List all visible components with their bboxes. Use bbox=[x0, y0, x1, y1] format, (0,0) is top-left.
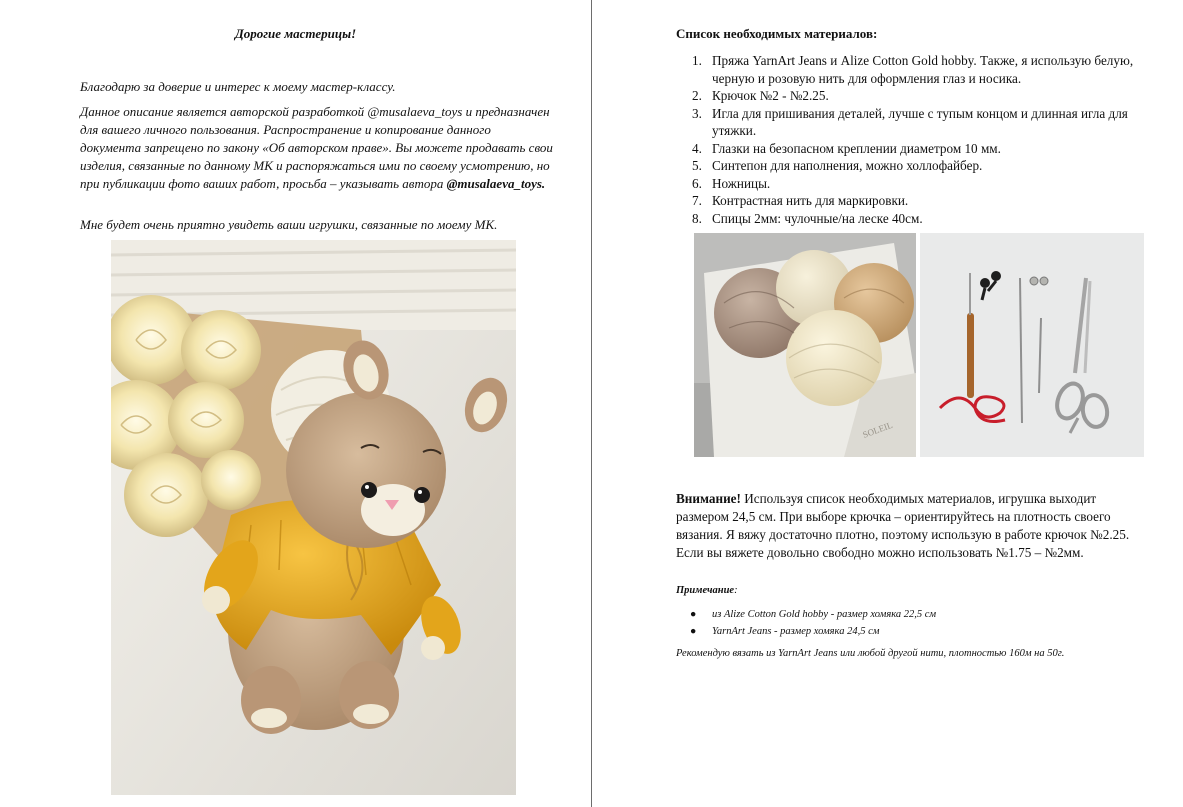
materials-item-text: Игла для пришивания деталей, лучше с тупым концом и длинная игла для утяжки. bbox=[712, 105, 1128, 138]
right-page bbox=[592, 0, 1183, 807]
recommendation-text: Рекомендую вязать из YarnArt Jeans или любой другой нити, плотностью 160м на 50г. bbox=[676, 648, 1065, 659]
materials-list bbox=[692, 52, 1142, 227]
intro-copyright-text: Данное описание является авторской разработкой @musalaeva_toys и предназначен для вашего личного пользования. Распространение и копирование данного документа запрещено по закону «Об авторском праве». Вы можете продавать свои изделия, связанные по данному МК и распоряжаться ими по своему усмотрению, но при публикации фото ваших работ, просьба – указывать автора bbox=[80, 104, 553, 191]
note-colon: : bbox=[734, 585, 738, 596]
materials-item-number: 2. bbox=[692, 88, 702, 103]
note-item bbox=[688, 606, 936, 623]
note-heading bbox=[676, 585, 738, 596]
materials-item-number: 8. bbox=[692, 210, 702, 226]
materials-item bbox=[692, 105, 1142, 140]
materials-item bbox=[692, 157, 1142, 175]
materials-item bbox=[692, 192, 1142, 210]
hamster-toy-photo bbox=[111, 240, 516, 795]
author-handle: @musalaeva_toys. bbox=[446, 176, 546, 191]
materials-item bbox=[692, 87, 1142, 105]
materials-item-number: 1. bbox=[692, 53, 702, 68]
left-page bbox=[0, 0, 591, 807]
intro-paragraph-2 bbox=[80, 103, 555, 193]
materials-item bbox=[692, 210, 1142, 228]
intro-paragraph-1: Благодарю за доверие и интерес к моему мастер-классу. bbox=[80, 79, 396, 94]
attention-text: Используя список необходимых материалов, игрушка выходит размером 24,5 см. При выборе крючка – ориентируйтесь на плотность своего вязания. Я вяжу достаточно плотно, поэтому использую в работе крючок №2.25. Если вы вяжете довольно свободно можно использовать №1.75 – №2мм. bbox=[676, 491, 1130, 560]
materials-item-text: Ножницы. bbox=[712, 175, 771, 191]
tools-photo bbox=[920, 233, 1144, 457]
box-lettering: SOLEIL bbox=[861, 419, 894, 440]
materials-item-number: 4. bbox=[692, 140, 702, 156]
materials-item-number: 3. bbox=[692, 105, 702, 121]
materials-item-text: Пряжа YarnArt Jeans и Alize Cotton Gold hobby. Также, я использую белую, черную и розовую нить для оформления глаз и носика. bbox=[712, 53, 1134, 86]
note-list bbox=[688, 606, 936, 640]
attention-label: Внимание! bbox=[676, 491, 741, 506]
materials-item-text: Контрастная нить для маркировки. bbox=[712, 193, 909, 208]
materials-title: Список необходимых материалов: bbox=[676, 26, 878, 41]
materials-item-text: Глазки на безопасном креплении диаметром 10 мм. bbox=[712, 140, 1001, 156]
bullet-icon: ● bbox=[690, 609, 697, 620]
greeting-heading: Дорогие мастерицы! bbox=[234, 26, 357, 41]
note-item-text: YarnArt Jeans - размер хомяка 24,5 см bbox=[712, 626, 880, 637]
materials-item-number: 5. bbox=[692, 158, 702, 173]
materials-item-number: 6. bbox=[692, 175, 702, 191]
note-label: Примечание bbox=[676, 585, 735, 596]
materials-item bbox=[692, 52, 1142, 87]
attention-paragraph bbox=[676, 490, 1151, 562]
materials-item-text: Синтепон для наполнения, можно холлофайбер. bbox=[712, 158, 983, 173]
yarn-box-photo bbox=[694, 233, 916, 457]
materials-item-number: 7. bbox=[692, 193, 702, 208]
materials-photos bbox=[694, 233, 1144, 457]
materials-item-text: Спицы 2мм: чулочные/на леске 40см. bbox=[712, 210, 923, 226]
materials-item bbox=[692, 175, 1142, 193]
note-item-text: из Alize Cotton Gold hobby - размер хомяка 22,5 см bbox=[712, 609, 937, 620]
bullet-icon: ● bbox=[690, 626, 697, 637]
note-item bbox=[688, 623, 936, 640]
materials-item bbox=[692, 140, 1142, 158]
materials-item-text: Крючок №2 - №2.25. bbox=[712, 88, 829, 103]
intro-paragraph-3: Мне будет очень приятно увидеть ваши игрушки, связанные по моему МК. bbox=[80, 217, 498, 232]
